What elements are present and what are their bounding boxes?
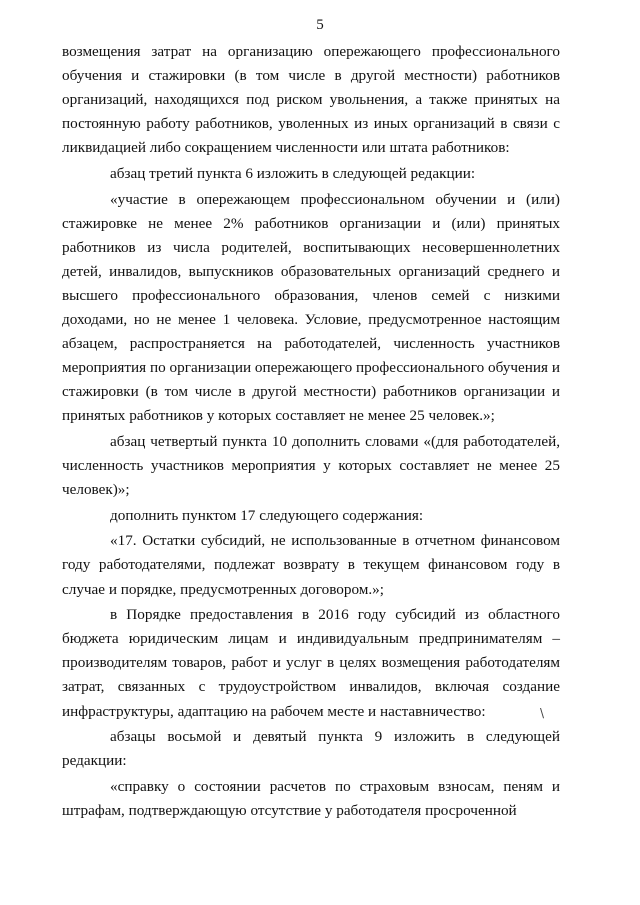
paragraph-amendment-p10: абзац четвертый пункта 10 дополнить словами «(для работодателей, численность участников мероприятия у которых составляет не менее 25 человек)»;: [62, 433, 560, 499]
paragraph-amendment-p9: абзацы восьмой и девятый пункта 9 изложить в следующей редакции:: [62, 728, 560, 770]
paragraph-quoted-p17: «17. Остатки субсидий, не использованные в отчетном финансовом году работодателями, подлежат возврату в текущем финансовом году в случае и порядке, предусмотренных договором.»;: [62, 532, 560, 598]
paragraph-procedure-2016: в Порядке предоставления в 2016 году субсидий из областного бюджета юридическим лицам и индивидуальным предпринимателям – производителям товаров, работ и услуг в целях возмещения работодателям затрат, связанных с трудоустройством инвалидов, включая создание инфраструктуры, адаптацию на рабочем месте и наставничество:: [62, 606, 560, 720]
stray-scan-mark: \: [540, 706, 545, 720]
paragraph-continuation: возмещения затрат на организацию опережающего профессионального обучения и стажировки (в том числе в другой местности) работников организаций, находящихся под риском увольнения, а также принятых на постоянную работу работников, уволенных из иных организаций в связи с ликвидацией либо сокращением численности или штата работников:: [62, 43, 560, 157]
paragraph-quoted-participation: «участие в опережающем профессиональном обучении и (или) стажировке не менее 2% работников организации и (или) принятых работников из числа родителей, воспитывающих несовершеннолетних детей, инвалидов, выпускников образовательных организаций среднего и высшего профессионального образования, членов семей с низкими доходами, но не менее 1 человека. Условие, предусмотренное настоящим абзацем, распространяется на работодателей, численность участников мероприятия по организации опережающего профессионального обучения и стажировки (в том числе в другой местности) работников организации и принятых работников у которых составляет не менее 25 человек.»;: [62, 190, 560, 425]
page-number: 5: [316, 17, 324, 33]
paragraph-amendment-p6: абзац третий пункта 6 изложить в следующей редакции:: [110, 164, 476, 182]
paragraph-add-p17: дополнить пунктом 17 следующего содержания:: [110, 506, 424, 524]
paragraph-quoted-certificate: «справку о состоянии расчетов по страховым взносам, пеням и штрафам, подтверждающую отсутствие у работодателя просроченной: [62, 777, 560, 819]
document-body: [62, 40, 560, 825]
